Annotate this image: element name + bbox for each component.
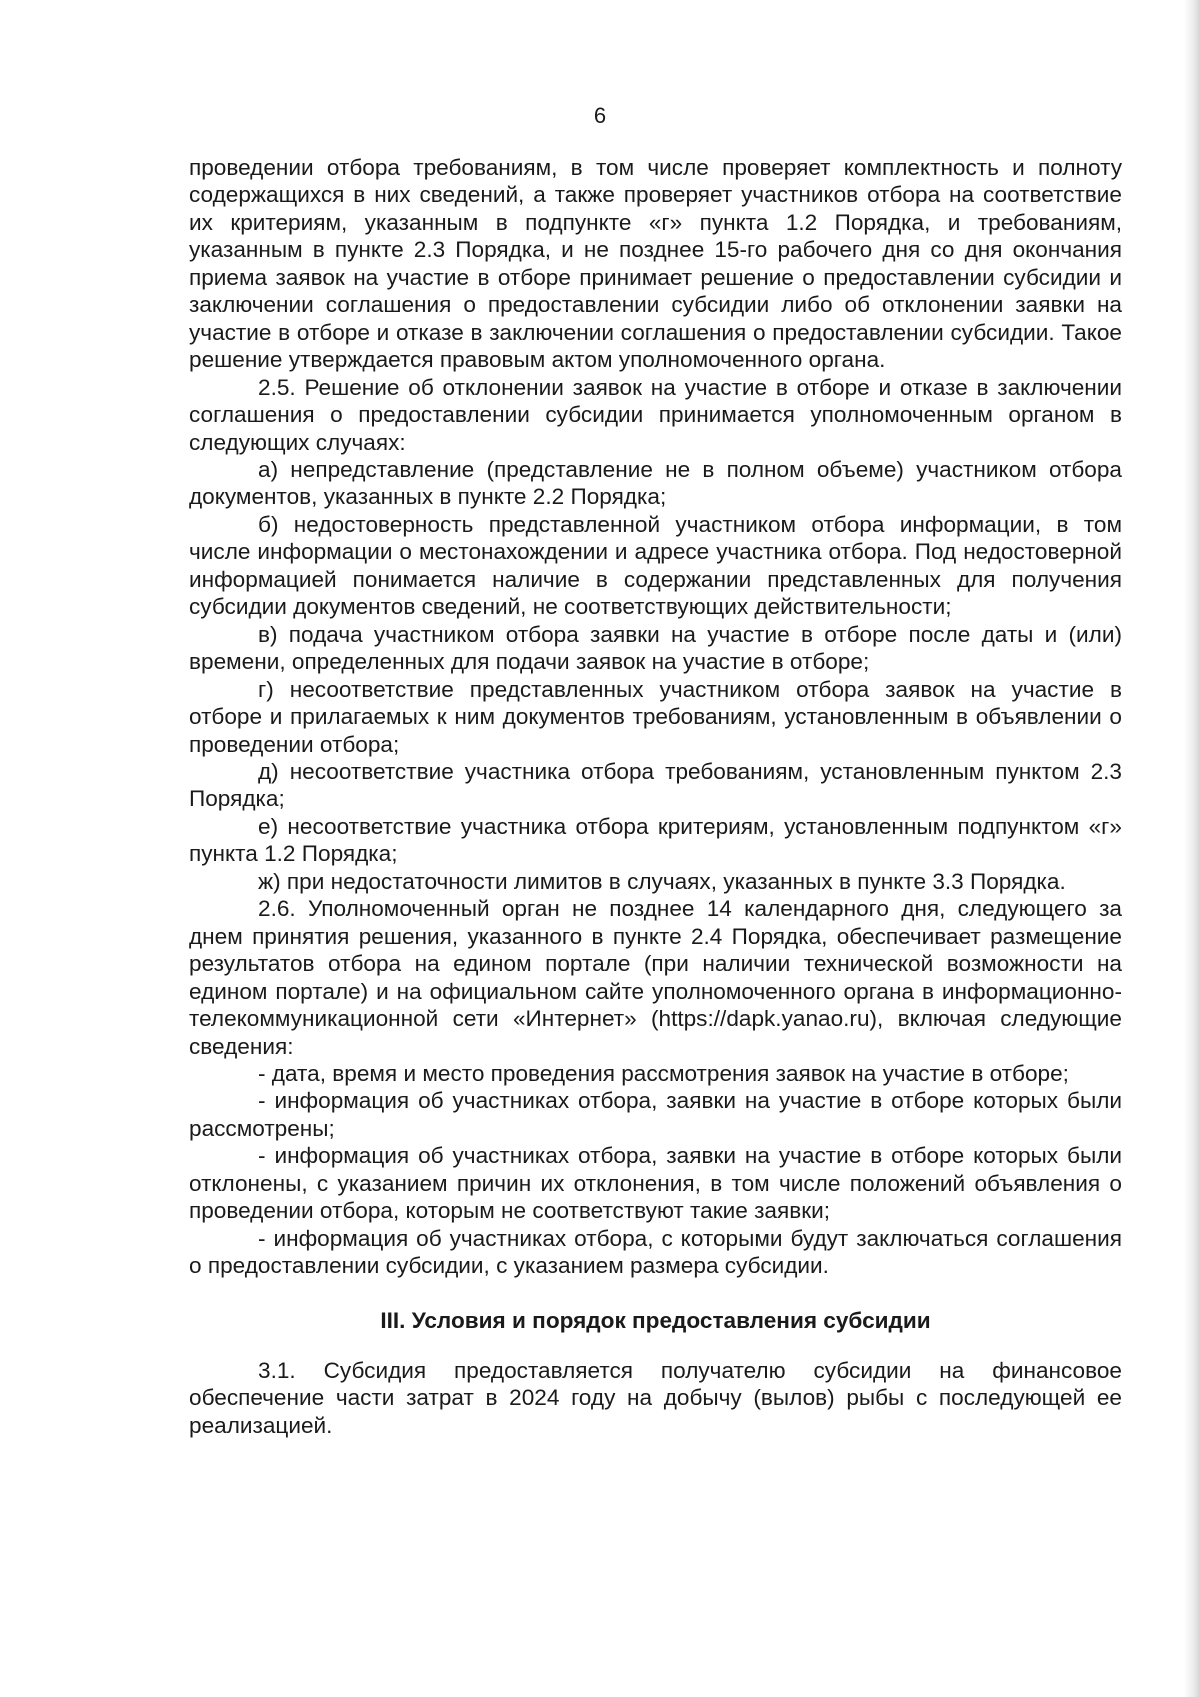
paragraph-item-v: в) подача участником отбора заявки на участие в отборе после даты и (или) времени, определенных для подачи заявок на участие в отборе; — [189, 621, 1122, 675]
paragraph-3-1: 3.1. Субсидия предоставляется получателю субсидии на финансовое обеспечение части затрат в 2024 году на добычу (вылов) рыбы с последующей ее реализацией. — [189, 1358, 1122, 1438]
paragraph-2-5: 2.5. Решение об отклонении заявок на участие в отборе и отказе в заключении соглашения о предоставлении субсидии принимается уполномоченным органом в следующих случаях: — [189, 374, 1122, 455]
list-item-agreements: - информация об участниках отбора, с которыми будут заключаться соглашения о предоставлении субсидии, с указанием размера субсидии. — [189, 1225, 1122, 1279]
paragraph-item-g: г) несоответствие представленных участником отбора заявок на участие в отборе и прилагаемых к ним документов требованиям, установленным в объявлении о проведении отбора; — [189, 676, 1122, 757]
paragraph-item-b: б) недостоверность представленной участником отбора информации, в том числе информации о местонахождении и адресе участника отбора. Под недостоверной информацией понимается наличие в содержании представленных для получения субсидии документов сведений, не соответствующих действительности; — [189, 511, 1122, 620]
paragraph-continuation: проведении отбора требованиям, в том числе проверяет комплектность и полноту содержащихся в них сведений, а также проверяет участников отбора на соответствие их критериям, указанным в подпункте «г» пункта 1.2 Порядка, и требованиям, указанным в пункте 2.3 Порядка, и не позднее 15-го рабочего дня со дня окончания приема заявок на участие в отборе принимает решение о предоставлении субсидии и заключении соглашения о предоставлении субсидии либо об отклонении заявки на участие в отборе и отказе в заключении соглашения о предоставлении субсидии. Такое решение утверждается правовым актом уполномоченного органа. — [189, 155, 1122, 373]
page-number: 6 — [593, 103, 607, 128]
paragraph-item-d: д) несоответствие участника отбора требованиям, установленным пунктом 2.3 Порядка; — [189, 758, 1122, 812]
section-heading: III. Условия и порядок предоставления субсидии — [380, 1307, 931, 1333]
paragraph-2-6: 2.6. Уполномоченный орган не позднее 14 календарного дня, следующего за днем принятия решения, указанного в пункте 2.4 Порядка, обеспечивает размещение результатов отбора на едином портале (при наличии технической возможности на едином портале) и на официальном сайте уполномоченного органа в информационно-телекоммуникационной сети «Интернет» (https://dapk.yanao.ru), включая следующие сведения: — [189, 896, 1122, 1059]
document-body — [189, 154, 1122, 1439]
paragraph-item-a: а) непредставление (представление не в полном объеме) участником отбора документов, указанных в пункте 2.2 Порядка; — [189, 456, 1122, 510]
paragraph-item-zh: ж) при недостаточности лимитов в случаях, указанных в пункте 3.3 Порядка. — [258, 868, 1066, 894]
list-item-reviewed: - информация об участниках отбора, заявки на участие в отборе которых были рассмотрены; — [189, 1088, 1122, 1141]
list-item-rejected: - информация об участниках отбора, заявки на участие в отборе которых были отклонены, с указанием причин их отклонения, в том числе положений объявления о проведении отбора, которым не соответствуют такие заявки; — [189, 1143, 1122, 1224]
paragraph-item-e: е) несоответствие участника отбора критериям, установленным подпунктом «г» пункта 1.2 Порядка; — [189, 813, 1122, 867]
list-item-date: - дата, время и место проведения рассмотрения заявок на участие в отборе; — [258, 1060, 1069, 1086]
scan-edge-shadow — [1184, 0, 1200, 1697]
